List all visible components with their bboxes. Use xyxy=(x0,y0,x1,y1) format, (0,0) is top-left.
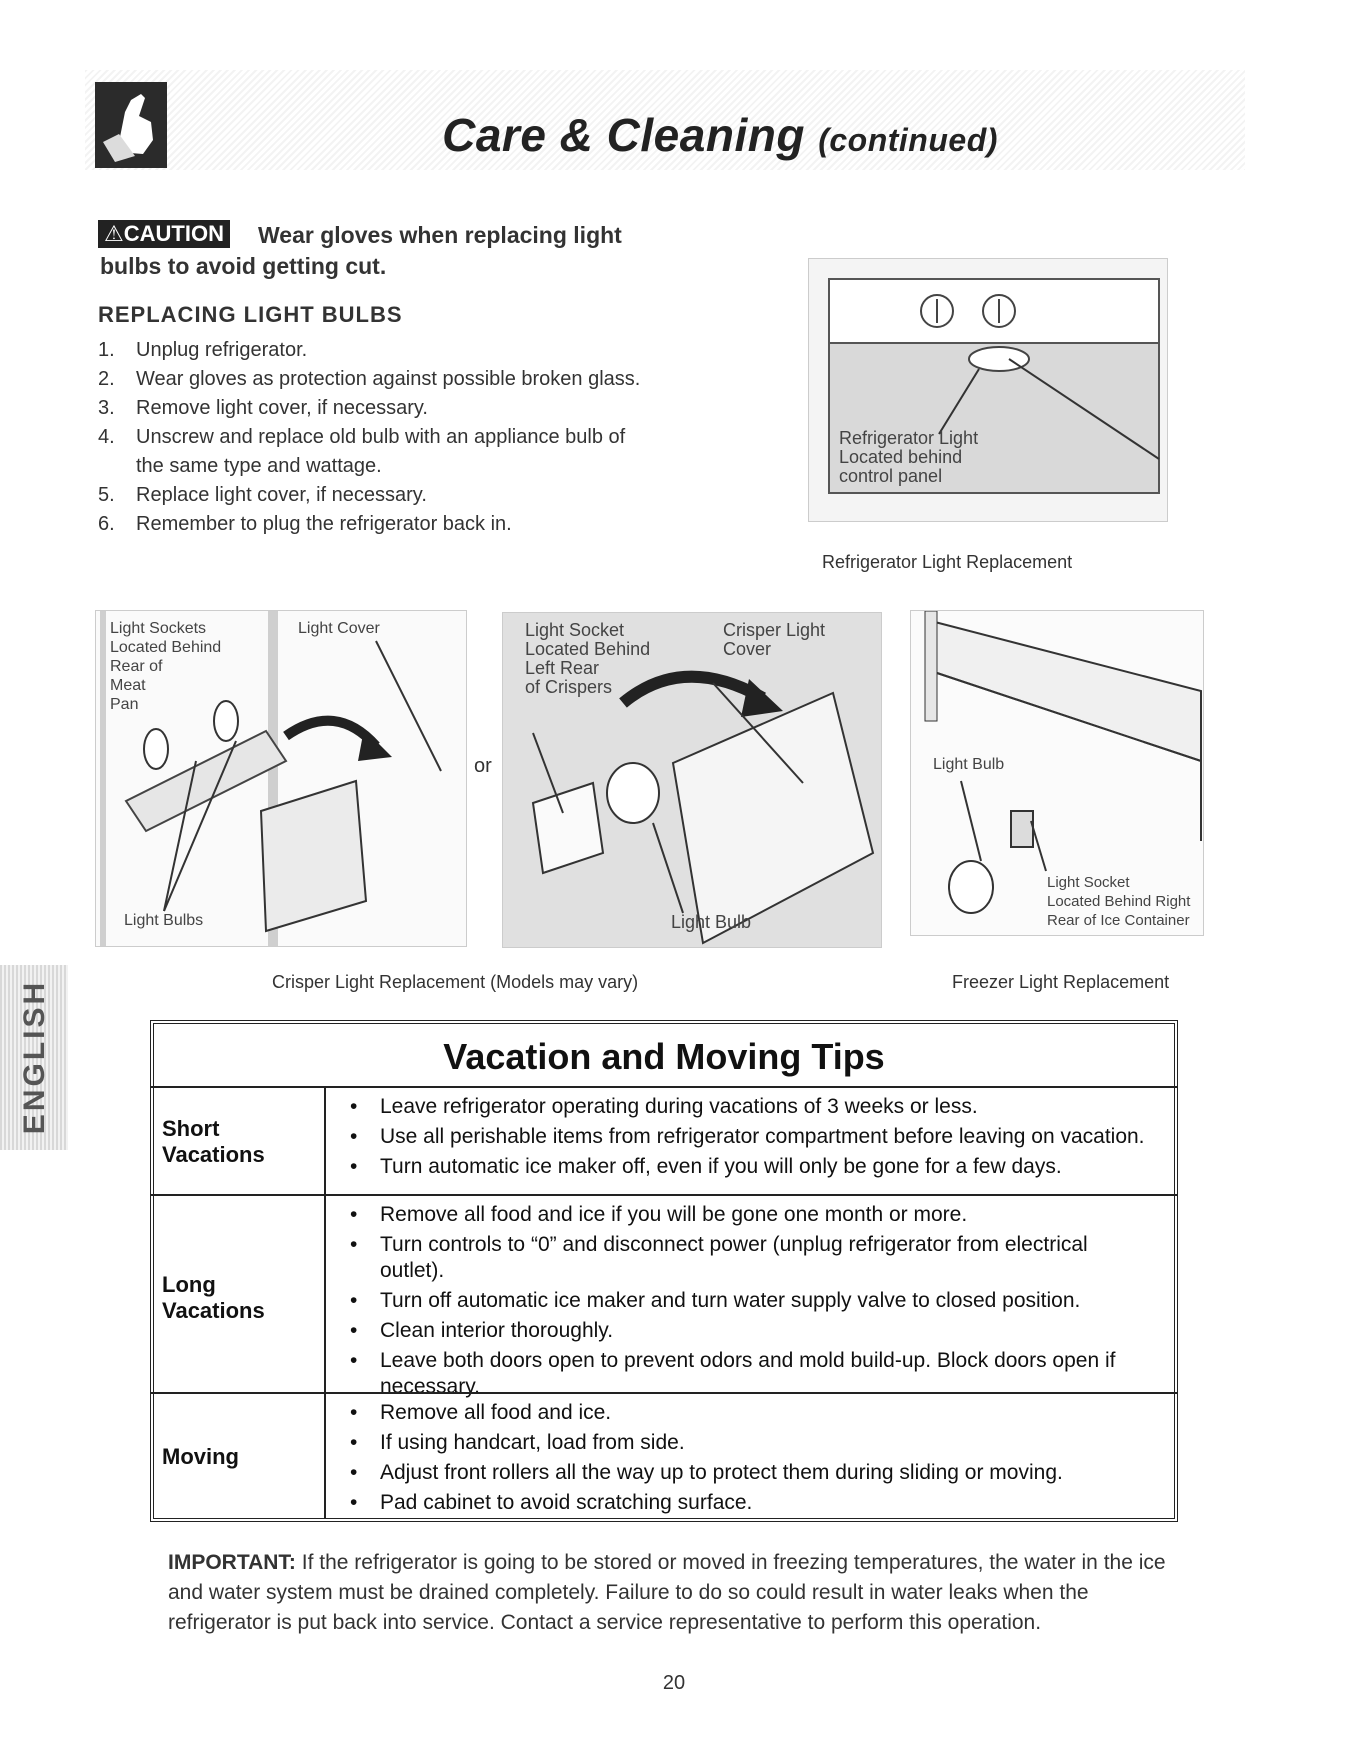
list-item xyxy=(98,481,658,510)
page-title-sub: (continued) xyxy=(818,122,998,158)
step-text: Unscrew and replace old bulb with an appliance bulb of the same type and wattage. xyxy=(136,426,626,477)
caution-badge-label: CAUTION xyxy=(123,221,224,246)
page-title xyxy=(220,108,1220,162)
crisper1-sockets-label: Light Sockets Located Behind Rear of Meat Pan xyxy=(110,620,222,713)
step-text: Replace light cover, if necessary. xyxy=(136,484,427,506)
important-note xyxy=(168,1548,1168,1638)
list-item: • Turn automatic ice maker off, even if you will only be gone for a few days. xyxy=(350,1154,1150,1180)
important-lead: IMPORTANT: xyxy=(168,1551,296,1574)
row-label: Short Vacations xyxy=(162,1116,265,1167)
crisper2-cover-label: Crisper Light Cover xyxy=(723,620,826,659)
list-item: • Adjust front rollers all the way up to protect them during sliding or moving. xyxy=(350,1460,1150,1486)
caution-badge xyxy=(98,220,230,248)
list-item: • Remove all food and ice. xyxy=(350,1400,1150,1426)
row-divider xyxy=(324,1088,326,1194)
row-items xyxy=(350,1202,1150,1404)
freezer-bulb-label: Light Bulb xyxy=(933,756,1005,773)
list-item: • Leave refrigerator operating during vacations of 3 weeks or less. xyxy=(350,1094,1150,1120)
caution-text: Wear gloves when replacing light bulbs to avoid getting cut. xyxy=(100,222,622,279)
crisper1-bulbs-label: Light Bulbs xyxy=(124,912,204,929)
step-text: Remember to plug the refrigerator back in. xyxy=(136,513,512,535)
language-side-tab-label: ENGLISH xyxy=(18,979,51,1135)
step-number: 6. xyxy=(98,513,115,535)
list-item: • Pad cabinet to avoid scratching surface. xyxy=(350,1490,1150,1516)
row-divider xyxy=(324,1196,326,1392)
freezer-light-figure xyxy=(910,610,1204,936)
crisper-figure-caption: Crisper Light Replacement (Models may vary) xyxy=(272,972,639,992)
table-row xyxy=(150,1392,1178,1518)
step-text: Unplug refrigerator. xyxy=(136,339,308,361)
important-text: If the refrigerator is going to be stored or moved in freezing temperatures, the water in the ice and water system must be drained completely. Failure to do so could result in water leaks when the refrigerator is put back into service. Contact a service representative to perform this operation. xyxy=(168,1551,1166,1634)
steps-list xyxy=(98,336,658,539)
list-item: • Turn off automatic ice maker and turn water supply valve to closed position. xyxy=(350,1288,1150,1314)
row-divider xyxy=(324,1394,326,1518)
crisper2-bulb-label: Light Bulb xyxy=(671,912,752,932)
crisper-light-figure-1 xyxy=(95,610,467,947)
step-number: 1. xyxy=(98,339,115,361)
list-item: • Turn controls to “0” and disconnect power (unplug refrigerator from electrical outlet). xyxy=(350,1232,1150,1284)
step-number: 2. xyxy=(98,368,115,390)
step-text: Remove light cover, if necessary. xyxy=(136,397,428,419)
freezer-figure-caption: Freezer Light Replacement xyxy=(952,972,1170,992)
fridge-light-figure xyxy=(808,258,1168,522)
step-number: 3. xyxy=(98,397,115,419)
table-row xyxy=(150,1086,1178,1194)
list-item: • Clean interior thoroughly. xyxy=(350,1318,1150,1344)
list-item xyxy=(98,336,658,365)
list-item xyxy=(98,394,658,423)
row-label: Moving xyxy=(162,1444,239,1469)
crisper1-cover-label: Light Cover xyxy=(298,620,380,637)
step-number: 4. xyxy=(98,426,115,448)
page-title-main: Care & Cleaning xyxy=(442,109,805,161)
list-item: • Remove all food and ice if you will be gone one month or more. xyxy=(350,1202,1150,1228)
step-number: 5. xyxy=(98,484,115,506)
row-label: Long Vacations xyxy=(162,1272,265,1323)
list-item: • Leave both doors open to prevent odors and mold build-up. Block doors open if necessary. xyxy=(350,1348,1150,1400)
glove-icon xyxy=(95,82,167,168)
tips-title: Vacation and Moving Tips xyxy=(443,1036,885,1077)
freezer-socket-label: Light Socket Located Behind Right Rear of Ice Container xyxy=(1047,874,1191,929)
warning-icon: ⚠ xyxy=(104,221,124,246)
row-items xyxy=(350,1094,1150,1184)
section-heading: REPLACING LIGHT BULBS xyxy=(98,302,403,327)
fridge-light-label: Refrigerator Light Located behind control panel xyxy=(839,428,979,486)
list-item: • If using handcart, load from side. xyxy=(350,1430,1150,1456)
crisper-light-figure-2 xyxy=(502,612,882,948)
list-item xyxy=(98,365,658,394)
fridge-figure-caption: Refrigerator Light Replacement xyxy=(822,552,1073,572)
step-text: Wear gloves as protection against possible broken glass. xyxy=(136,368,641,390)
row-items xyxy=(350,1400,1150,1520)
table-row xyxy=(150,1194,1178,1398)
page-number: 20 xyxy=(662,1672,686,1694)
or-text: or xyxy=(474,755,492,777)
list-item: • Use all perishable items from refrigerator compartment before leaving on vacation. xyxy=(350,1124,1150,1150)
list-item xyxy=(98,423,658,481)
list-item xyxy=(98,510,658,539)
crisper2-socket-label: Light Socket Located Behind Left Rear of Crispers xyxy=(525,620,651,697)
